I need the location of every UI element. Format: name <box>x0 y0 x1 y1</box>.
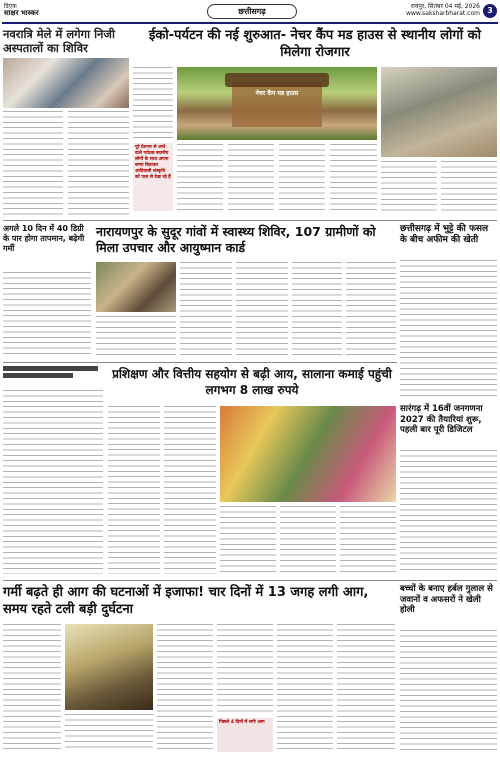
fire-col-1 <box>3 624 61 752</box>
eco-col-2 <box>177 144 223 214</box>
narayanpur-col-1 <box>180 262 232 357</box>
heat-story <box>3 224 91 359</box>
left-brief-headline-bar <box>3 366 98 371</box>
navratri-body-2 <box>68 111 129 217</box>
training-col-3 <box>220 506 276 574</box>
narayanpur-col-0 <box>96 316 176 357</box>
eco-photo <box>177 67 377 140</box>
training-story <box>108 366 396 576</box>
narayanpur-col-3 <box>292 262 342 357</box>
eco-photo-roof <box>225 73 329 87</box>
masthead <box>2 2 498 24</box>
heat-body <box>3 272 91 357</box>
eco-headline: ईको-पर्यटन की नई शुरुआत- नेचर कैंप मड हाउस से स्थानीय लोगों को मिलेगा रोजगार <box>149 28 481 60</box>
navratri-headline: नवरात्रि मेले में लगेगा निजी अस्पतालों का शिविर <box>3 27 115 55</box>
training-col-1 <box>108 406 160 574</box>
left-brief-headline <box>3 366 103 386</box>
eco-photo-side <box>381 67 497 157</box>
date-text: रायपुर, सितंबर 04 मई, 2026 <box>410 3 480 10</box>
census-headline: सारंगढ़ में 16वीं जनगणना 2027 की तैयारियां शुरू, पहली बार पूरी डिजिटल <box>400 404 483 435</box>
fire-story <box>3 584 395 754</box>
eco-col-1 <box>133 67 173 139</box>
left-brief-headline-bar2 <box>3 373 73 378</box>
narayanpur-col-2 <box>236 262 288 357</box>
children-story <box>400 584 497 754</box>
narayanpur-col-4 <box>346 262 396 357</box>
fire-col-2 <box>65 714 153 752</box>
training-col-5 <box>340 506 396 574</box>
narayanpur-photo <box>96 262 176 312</box>
eco-pullquote <box>133 143 173 211</box>
page-number: 3 <box>483 4 497 18</box>
left-brief <box>3 366 103 576</box>
crop-headline: छत्तीसगढ़ में भुट्टे की फसल के बीच अफीम की खेती <box>400 224 489 245</box>
left-brief-body <box>3 390 103 574</box>
fire-col-3 <box>157 624 213 752</box>
dateline <box>406 3 480 17</box>
section-title: छत्तीसगढ़ <box>207 4 297 19</box>
fire-headline: गर्मी बढ़ते ही आग की घटनाओं में इजाफा! चार दिनों में 13 जगह लगी आग, समय रहते टली बड़ी दुर्घटना <box>3 585 369 617</box>
children-headline: बच्चों के बनाए हर्बल गुलाल से जवानों व अफसरों ने खेली होली <box>400 584 493 615</box>
fire-col-6 <box>337 624 395 752</box>
divider-3 <box>3 580 497 581</box>
brand <box>4 3 39 17</box>
divider-2 <box>3 362 397 363</box>
training-col-4 <box>280 506 336 574</box>
navratri-story <box>3 27 129 217</box>
eco-photo-caption: नेचर कैंप मड हाउस <box>255 90 299 97</box>
census-body <box>400 450 497 572</box>
eco-col-4 <box>279 144 325 214</box>
fire-col-5 <box>277 624 333 752</box>
narayanpur-headline: नारायणपुर के सुदूर गांवों में स्वास्थ्य शिविर, 107 ग्रामीणों को मिला उपचार और आयुष्मान कार्ड <box>96 224 376 255</box>
crop-story <box>400 224 497 399</box>
fire-photo <box>65 624 153 710</box>
divider-1 <box>3 220 497 221</box>
eco-col-3 <box>228 144 274 214</box>
training-photo <box>220 406 396 502</box>
eco-story <box>133 27 497 217</box>
brand-line1: डिएक <box>4 3 17 10</box>
brand-name: साक्षर भास्कर <box>4 9 39 17</box>
site-url: www.saksharbharat.com <box>406 10 480 17</box>
fire-box-title: पिछले 4 दिनों में लगी आग <box>219 720 265 725</box>
training-col-2 <box>164 406 216 574</box>
narayanpur-story <box>96 224 396 359</box>
eco-col-6 <box>381 161 437 214</box>
census-story <box>400 404 497 574</box>
eco-col-5 <box>330 144 377 214</box>
eco-pullquote-text: पूरे देशभर से आने वाले पर्यटक स्थानीय लोगों के साथ अपना समय बिताकर आदिवासी संस्कृति को पास से देख रहे हैं <box>135 145 171 180</box>
navratri-body <box>3 111 63 217</box>
heat-headline: अगले 10 दिन में 40 डिग्री के पार होगा तापमान, बढ़ेगी गर्मी <box>3 224 85 253</box>
fire-col-4 <box>217 624 273 716</box>
training-headline: प्रशिक्षण और वित्तीय सहयोग से बढ़ी आय, सालाना कमाई पहुंची लगभग 8 लाख रुपये <box>112 367 392 397</box>
children-body <box>400 630 497 752</box>
navratri-photo <box>3 58 129 108</box>
crop-body <box>400 260 497 396</box>
eco-col-7 <box>441 161 497 214</box>
fire-box <box>217 718 273 752</box>
